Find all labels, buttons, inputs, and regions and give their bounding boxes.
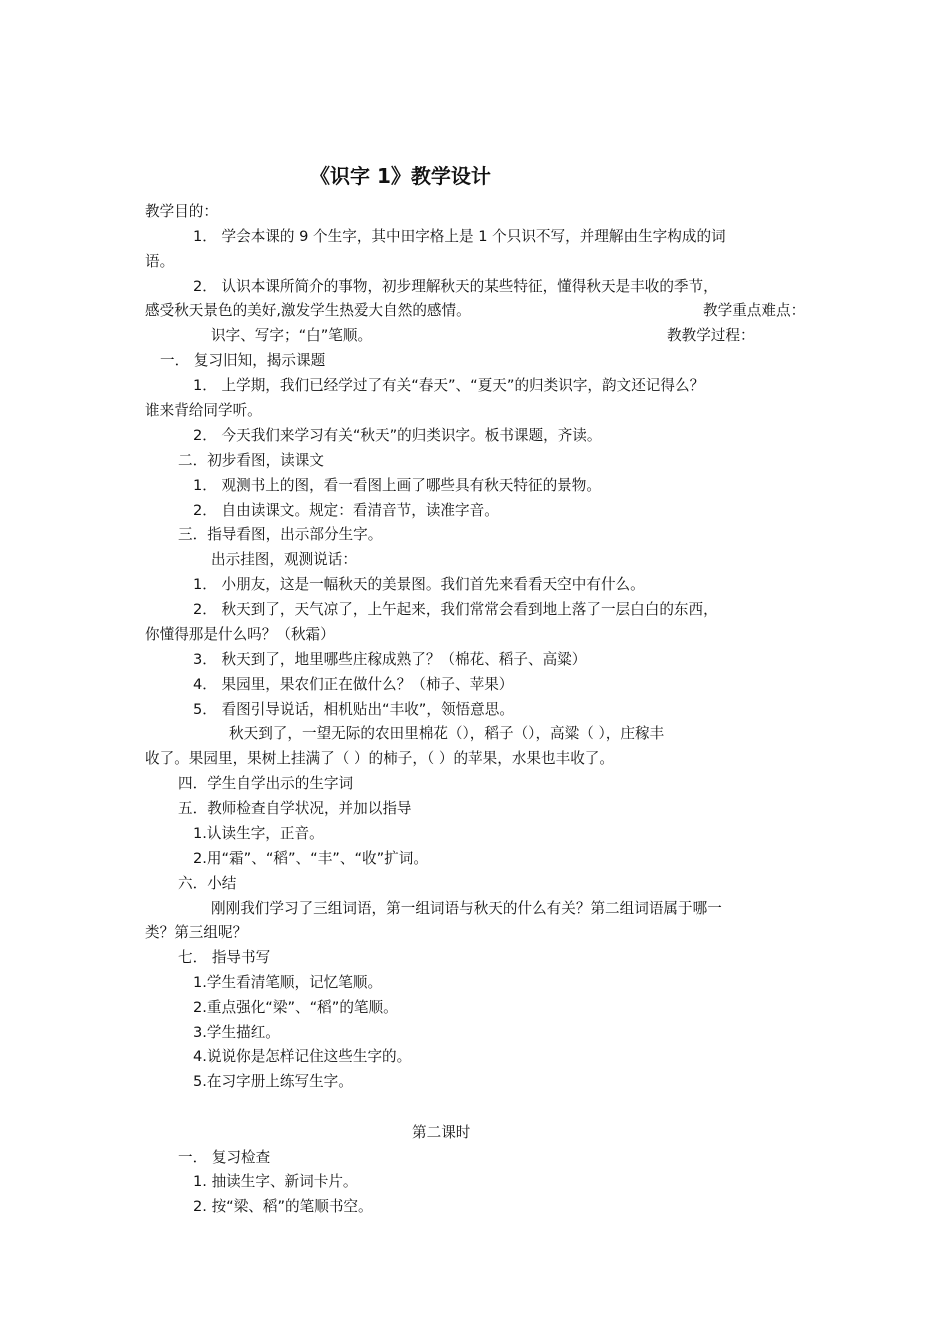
section-7-heading: 七． 指导书写 bbox=[178, 949, 271, 966]
section-3-item-2-line-1: 2． 秋天到了，天气凉了，上午起来，我们常常会看到地上落了一层白白的东西， bbox=[193, 601, 718, 618]
objective-2-line-2: 感受秋天景色的美好,激发学生热爱大自然的感情。 bbox=[145, 302, 471, 319]
objective-1-line-1: 1． 学会本课的 9 个生字，其中田字格上是 1 个只识不写，并理解由生字构成的词 bbox=[193, 228, 726, 245]
section-7-item-2: 2.重点强化“梁”、“稻”的笔顺。 bbox=[193, 999, 398, 1016]
section-5-item-2: 2.用“霜”、“稻”、“丰”、“收”扩词。 bbox=[193, 850, 428, 867]
section-6-text-line-1: 刚刚我们学习了三组词语，第一组词语与秋天的什么有关？第二组词语属于哪一 bbox=[211, 900, 722, 917]
section-7-item-5: 5.在习字册上练写生字。 bbox=[193, 1073, 353, 1090]
key-points-label: 教学重点难点： bbox=[703, 302, 806, 319]
section-3-item-2-line-2: 你懂得那是什么吗？（秋霜） bbox=[145, 626, 335, 643]
lesson-2-item-2: 2. 按“梁、稻”的笔顺书空。 bbox=[193, 1198, 373, 1215]
section-6-text-line-2: 类？第三组呢？ bbox=[145, 924, 248, 941]
section-3-heading: 三．指导看图，出示部分生字。 bbox=[178, 526, 383, 543]
section-7-item-1: 1.学生看清笔顺，记忆笔顺。 bbox=[193, 974, 383, 991]
objective-2-line-1: 2． 认识本课所简介的事物，初步理解秋天的某些特征，懂得秋天是丰收的季节， bbox=[193, 278, 718, 295]
section-3-item-3: 3． 秋天到了，地里哪些庄稼成熟了？（棉花、稻子、高粱） bbox=[193, 651, 587, 668]
section-3-item-1: 1． 小朋友，这是一幅秋天的美景图。我们首先来看看天空中有什么。 bbox=[193, 576, 645, 593]
section-1-heading: 一． 复习旧知，揭示课题 bbox=[160, 352, 326, 369]
section-1-item-2: 2． 今天我们来学习有关“秋天”的归类识字。板书课题，齐读。 bbox=[193, 427, 602, 444]
process-label: 教教学过程： bbox=[667, 327, 755, 344]
section-7-item-4: 4.说说你是怎样记住这些生字的。 bbox=[193, 1048, 412, 1065]
fill-in-line-2: 收了。果园里，果树上挂满了（ ）的柿子，（ ）的苹果，水果也丰收了。 bbox=[145, 750, 614, 767]
key-points: 识字、写字；“白”笔顺。 bbox=[211, 327, 373, 344]
lesson-2-section-1-heading: 一． 复习检查 bbox=[178, 1149, 271, 1166]
objectives-heading: 教学目的： bbox=[145, 203, 218, 220]
section-7-item-3: 3.学生描红。 bbox=[193, 1024, 280, 1041]
fill-in-line-1: 秋天到了，一望无际的农田里棉花（），稻子（），高粱（ ），庄稼丰 bbox=[229, 725, 665, 742]
section-6-heading: 六．小结 bbox=[178, 875, 237, 892]
section-1-item-1-line-2: 谁来背给同学听。 bbox=[145, 402, 262, 419]
section-5-heading: 五．教师检查自学状况，并加以指导 bbox=[178, 800, 412, 817]
lesson-2-item-1: 1. 抽读生字、新词卡片。 bbox=[193, 1173, 358, 1190]
section-3-intro: 出示挂图，观测说话： bbox=[211, 551, 357, 568]
lesson-2-title: 第二课时 bbox=[412, 1124, 471, 1141]
section-1-item-1-line-1: 1． 上学期，我们已经学过了有关“春天”、“夏天”的归类识字，韵文还记得么？ bbox=[193, 377, 705, 394]
section-2-item-1: 1． 观测书上的图，看一看图上画了哪些具有秋天特征的景物。 bbox=[193, 477, 601, 494]
section-5-item-1: 1.认读生字，正音。 bbox=[193, 825, 324, 842]
section-4-heading: 四．学生自学出示的生字词 bbox=[178, 775, 354, 792]
section-3-item-5: 5． 看图引导说话，相机贴出“丰收”，领悟意思。 bbox=[193, 701, 514, 718]
objective-1-line-2: 语。 bbox=[145, 253, 175, 270]
section-2-item-2: 2． 自由读课文。规定：看清音节，读准字音。 bbox=[193, 502, 499, 519]
section-3-item-4: 4． 果园里，果农们正在做什么？（柿子、苹果） bbox=[193, 676, 514, 693]
document-title: 《识字 1》教学设计 bbox=[310, 164, 491, 188]
section-2-heading: 二．初步看图，读课文 bbox=[178, 452, 324, 469]
